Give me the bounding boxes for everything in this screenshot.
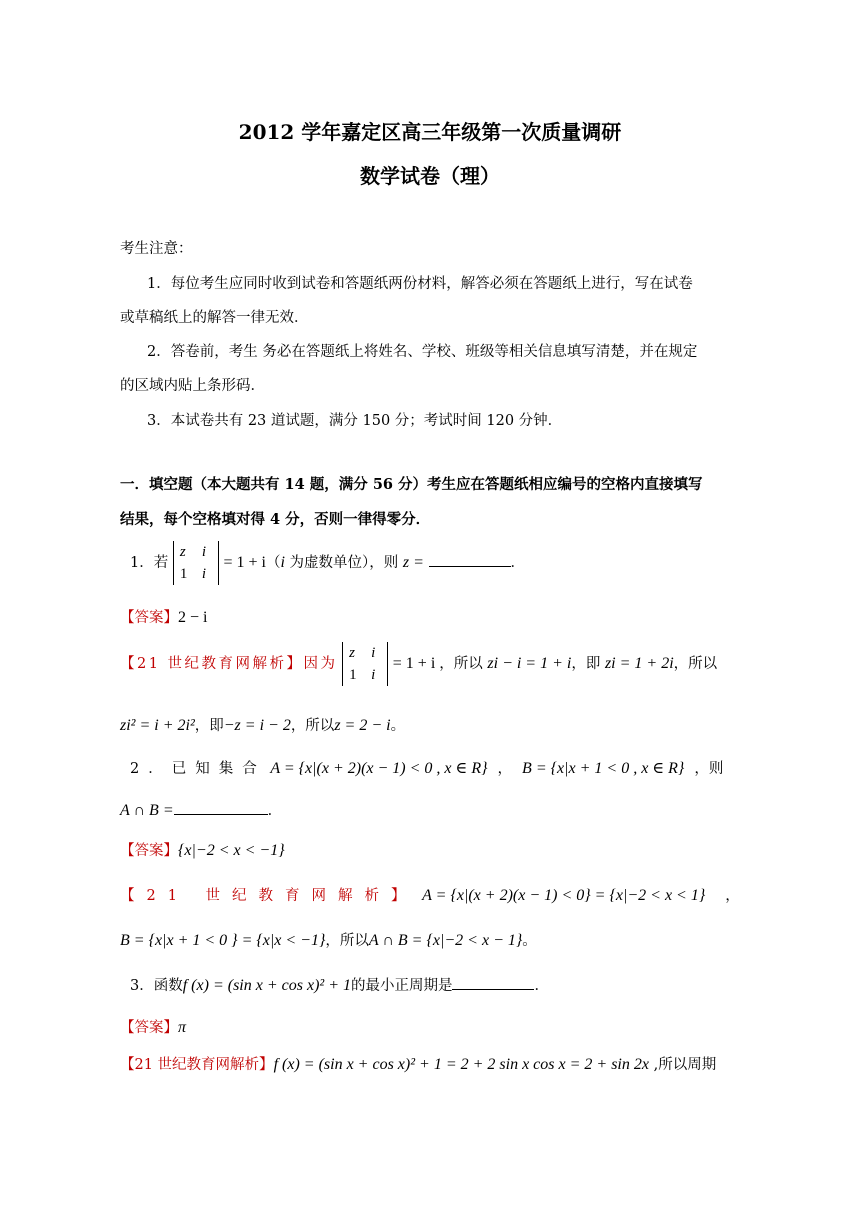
q1-z: z =: [402, 554, 424, 571]
document-title: 2012 学年嘉定区高三年级第一次质量调研: [238, 120, 622, 144]
q3-answer: [120, 1016, 186, 1037]
question-2-line-2: A ∩ B = ．: [120, 802, 283, 819]
section-1-line-1: 一．填空题（本大题共有 14 题，满分 56 分）考生应在答题纸相应编号的空格内直接填写: [120, 476, 703, 493]
q1-answer-label: 【答案】: [120, 610, 178, 626]
q1-equation: = 1 + i: [223, 554, 266, 571]
q2-set-b: B = {x|x + 1 < 0 , x ∈ R}: [522, 760, 685, 777]
q2-answer-value: {x|−2 < x < −1}: [178, 842, 285, 859]
notice-item-2b: 的区域内贴上条形码．: [120, 378, 265, 394]
q2-number: 2．已知集合: [130, 761, 266, 777]
q2-solution-line-2: B = {x|x + 1 < 0 } = {x|x < −1}，所以A ∩ B = {x|−2 < x − 1}。: [120, 932, 537, 949]
q2-answer-blank: [174, 800, 268, 815]
q1-answer-blank: [429, 552, 511, 567]
q1-solution-line-2: zi² = i + 2i²，即−z = i − 2，所以z = 2 − i。: [120, 717, 406, 734]
q3-number: 3．函数: [130, 978, 183, 994]
q3-answer-value: π: [178, 1019, 187, 1036]
q3-solution: 【21 世纪教育网解析】f (x) = (sin x + cos x)² + 1 = 2 + 2 sin x cos x = 2 + sin 2x ,所以周期: [120, 1056, 717, 1073]
document-subtitle: 数学试卷（理）: [360, 164, 500, 188]
q1-solution-determinant: z i 1 i: [342, 642, 388, 686]
q2-answer-label: 【答案】: [120, 843, 178, 859]
q2-set-a: A = {x|(x + 2)(x − 1) < 0 , x ∈ R}: [270, 760, 488, 777]
q1-answer: [120, 606, 207, 627]
notice-item-1a: 1．每位考生应同时收到试卷和答题纸两份材料，解答必须在答题纸上进行，写在试卷: [147, 276, 693, 292]
notice-heading: 考生注意：: [120, 241, 193, 257]
q2-solution-line-1: 【21 世纪教育网解析】 A = {x|(x + 2)(x − 1) < 0} = {x|−2 < x < 1} ，: [120, 887, 740, 904]
q3-answer-blank: [452, 975, 534, 990]
notice-item-1b: 或草稿纸上的解答一律无效．: [120, 310, 309, 326]
question-1: 1．若 z i 1 i = 1 + i（i 为虚数单位），则 z = ．: [130, 541, 525, 585]
q3-solution-label: 【21 世纪教育网解析】: [120, 1057, 274, 1073]
q3-answer-label: 【答案】: [120, 1020, 178, 1036]
q1-answer-value: 2 − i: [178, 609, 208, 626]
q1-solution-line-1: 【21 世纪教育网解析】因为 z i 1 i = 1 + i ，所以 zi − i = 1 + i，即 zi = 1 + 2i，所以: [120, 642, 717, 686]
q1-determinant: z i 1 i: [173, 541, 219, 585]
question-3: 3．函数f (x) = (sin x + cos x)² + 1的最小正周期是 ．: [130, 977, 549, 994]
q1-solution-label: 【21 世纪教育网解析】因为: [120, 656, 338, 672]
section-1-line-2: 结果，每个空格填对得 4 分，否则一律得零分．: [120, 511, 431, 528]
q1-number: 1．若: [130, 555, 169, 571]
q3-function: f (x) = (sin x + cos x)² + 1: [182, 977, 351, 994]
q2-solution-label: 【21 世纪教育网解析】: [120, 888, 418, 904]
q2-answer: [120, 839, 285, 860]
notice-item-2a: 2．答卷前，考生 务必在答题纸上将姓名、学校、班级等相关信息填写清楚，并在规定: [147, 344, 698, 360]
notice-item-3: 3．本试卷共有 23 道试题，满分 150 分；考试时间 120 分钟．: [147, 413, 563, 429]
question-2-line-1: 2．已知集合 A = {x|(x + 2)(x − 1) < 0 , x ∈ R} ， B = {x|x + 1 < 0 , x ∈ R} ，则: [130, 760, 724, 777]
